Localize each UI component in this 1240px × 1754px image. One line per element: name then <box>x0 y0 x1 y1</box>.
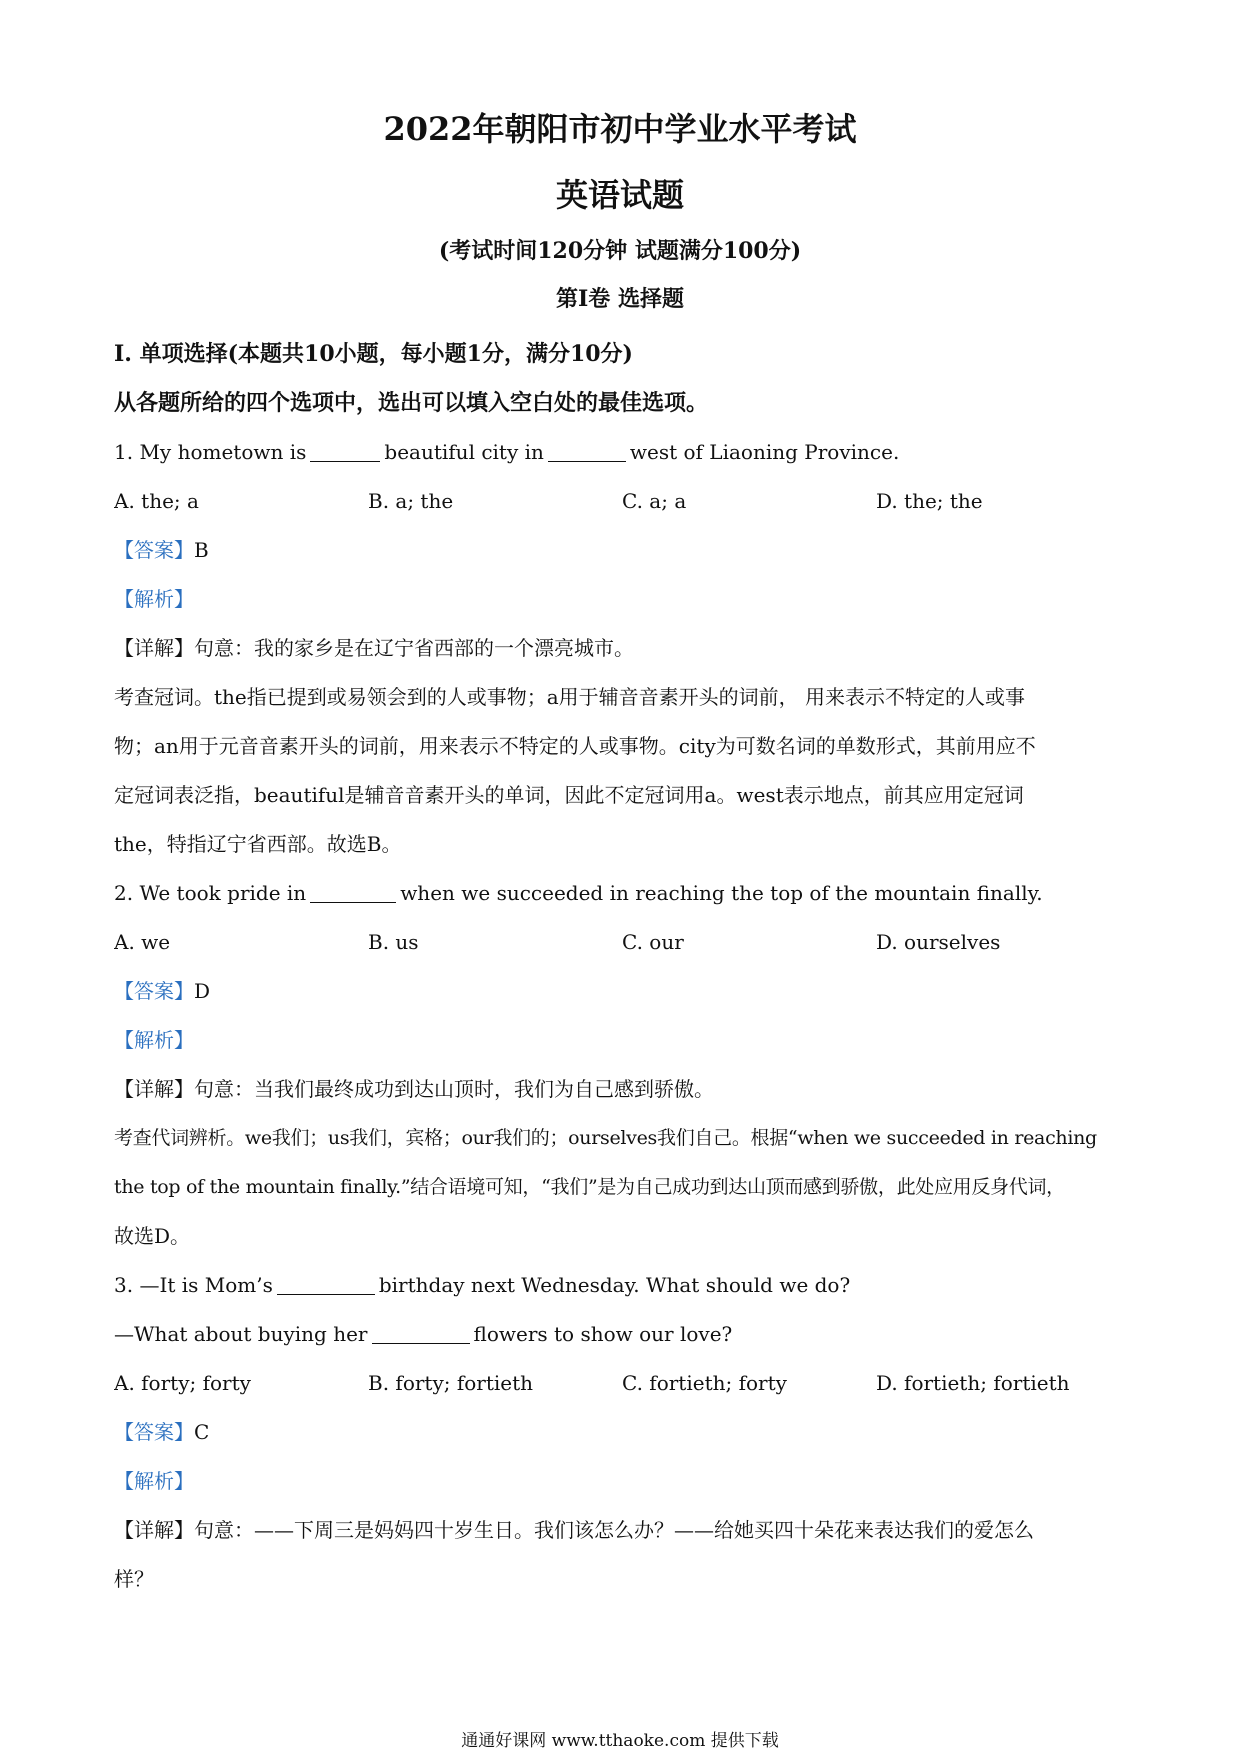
stem-text: flowers to show our love? <box>473 1322 733 1346</box>
detail-line: 考查代词辨析。we我们；us我们，宾格；our我们的；ourselves我们自己。根据“when we succeeded in reaching <box>114 1127 1097 1149</box>
detail-line <box>114 1506 1134 1555</box>
option-c: C. a; a <box>622 489 687 513</box>
answer-blank <box>277 1274 375 1295</box>
detail-label: 【详解】 <box>114 636 194 660</box>
stem-text: beautiful city in <box>384 440 544 464</box>
volume-title: 第I卷 选择题 <box>556 286 684 312</box>
exam-title: 2022年朝阳市初中学业水平考试 <box>383 110 857 148</box>
stem-text: birthday next Wednesday. What should we do? <box>378 1273 851 1297</box>
stem-text: west of Liaoning Province. <box>629 440 900 464</box>
stem-text: 3. —It is Mom’s <box>114 1273 273 1297</box>
section-heading: I. 单项选择(本题共10小题，每小题1分，满分10分) <box>114 341 633 367</box>
detail-line: the，特指辽宁省西部。故选B。 <box>114 832 402 856</box>
answer-blank <box>372 1323 470 1344</box>
options-row <box>114 1359 1134 1408</box>
answer-label: 【答案】 <box>114 1420 194 1444</box>
stem-text: —What about buying her <box>114 1322 368 1346</box>
section-instruction: 从各题所给的四个选项中，选出可以填入空白处的最佳选项。 <box>114 390 709 416</box>
answer-label: 【答案】 <box>114 538 194 562</box>
exam-content <box>114 330 1134 1604</box>
option-c: C. our <box>622 930 684 954</box>
option-a: A. the; a <box>114 489 199 513</box>
question-stem <box>114 1310 1134 1359</box>
answer-label: 【答案】 <box>114 979 194 1003</box>
analysis-label: 【解析】 <box>114 587 194 611</box>
detail-line: 定冠词表泛指，beautiful是辅音音素开头的单词，因此不定冠词用a。west表示地点，前其应用定冠词 <box>114 783 1024 807</box>
answer-blank <box>548 441 626 462</box>
option-c: C. fortieth; forty <box>622 1371 787 1395</box>
detail-line: 物；an用于元音音素开头的词前，用来表示不特定的人或事物。city为可数名词的单数形式，其前用应不 <box>114 734 1036 758</box>
detail-line <box>114 1065 1134 1114</box>
option-b: B. a; the <box>368 489 454 513</box>
detail-line <box>114 624 1134 673</box>
option-a: A. we <box>114 930 171 954</box>
answer-value: D <box>194 979 211 1003</box>
detail-line: 考查冠词。the指已提到或易领会到的人或事物；a用于辅音音素开头的词前， 用来表示不特定的人或事 <box>114 685 1026 709</box>
detail-label: 【详解】 <box>114 1077 194 1101</box>
detail-text: 句意：——下周三是妈妈四十岁生日。我们该怎么办？——给她买四十朵花来表达我们的爱怎么 <box>194 1518 1034 1542</box>
detail-line: 样？ <box>114 1567 154 1591</box>
analysis-label: 【解析】 <box>114 1028 194 1052</box>
answer-blank <box>310 882 396 903</box>
option-d: D. ourselves <box>876 930 1001 954</box>
option-d: D. fortieth; fortieth <box>876 1371 1070 1395</box>
answer-blank <box>310 441 380 462</box>
answer-line <box>114 1408 1134 1457</box>
options-row <box>114 477 1134 526</box>
detail-text: 句意：当我们最终成功到达山顶时，我们为自己感到骄傲。 <box>194 1077 714 1101</box>
question-stem <box>114 428 1134 477</box>
options-row <box>114 918 1134 967</box>
exam-subject: 英语试题 <box>555 176 684 214</box>
option-b: B. forty; fortieth <box>368 1371 534 1395</box>
stem-text: when we succeeded in reaching the top of the mountain finally. <box>400 881 1043 905</box>
stem-text: 1. My hometown is <box>114 440 307 464</box>
stem-text: 2. We took pride in <box>114 881 307 905</box>
answer-line <box>114 526 1134 575</box>
option-d: D. the; the <box>876 489 983 513</box>
exam-info: (考试时间120分钟 试题满分100分) <box>438 238 802 264</box>
detail-text: 句意：我的家乡是在辽宁省西部的一个漂亮城市。 <box>194 636 634 660</box>
analysis-label: 【解析】 <box>114 1469 194 1493</box>
question-stem <box>114 869 1134 918</box>
detail-line: the top of the mountain finally.”结合语境可知，“我们”是为自己成功到达山顶而感到骄傲，此处应用反身代词， <box>114 1176 1065 1198</box>
option-a: A. forty; forty <box>114 1371 251 1395</box>
page-footer: 通通好课网 www.tthaoke.com 提供下载 <box>461 1731 779 1751</box>
answer-value: C <box>194 1420 210 1444</box>
detail-label: 【详解】 <box>114 1518 194 1542</box>
detail-line: 故选D。 <box>114 1224 191 1248</box>
answer-line <box>114 967 1134 1016</box>
question-stem <box>114 1261 1134 1310</box>
answer-value: B <box>194 538 209 562</box>
option-b: B. us <box>368 930 419 954</box>
